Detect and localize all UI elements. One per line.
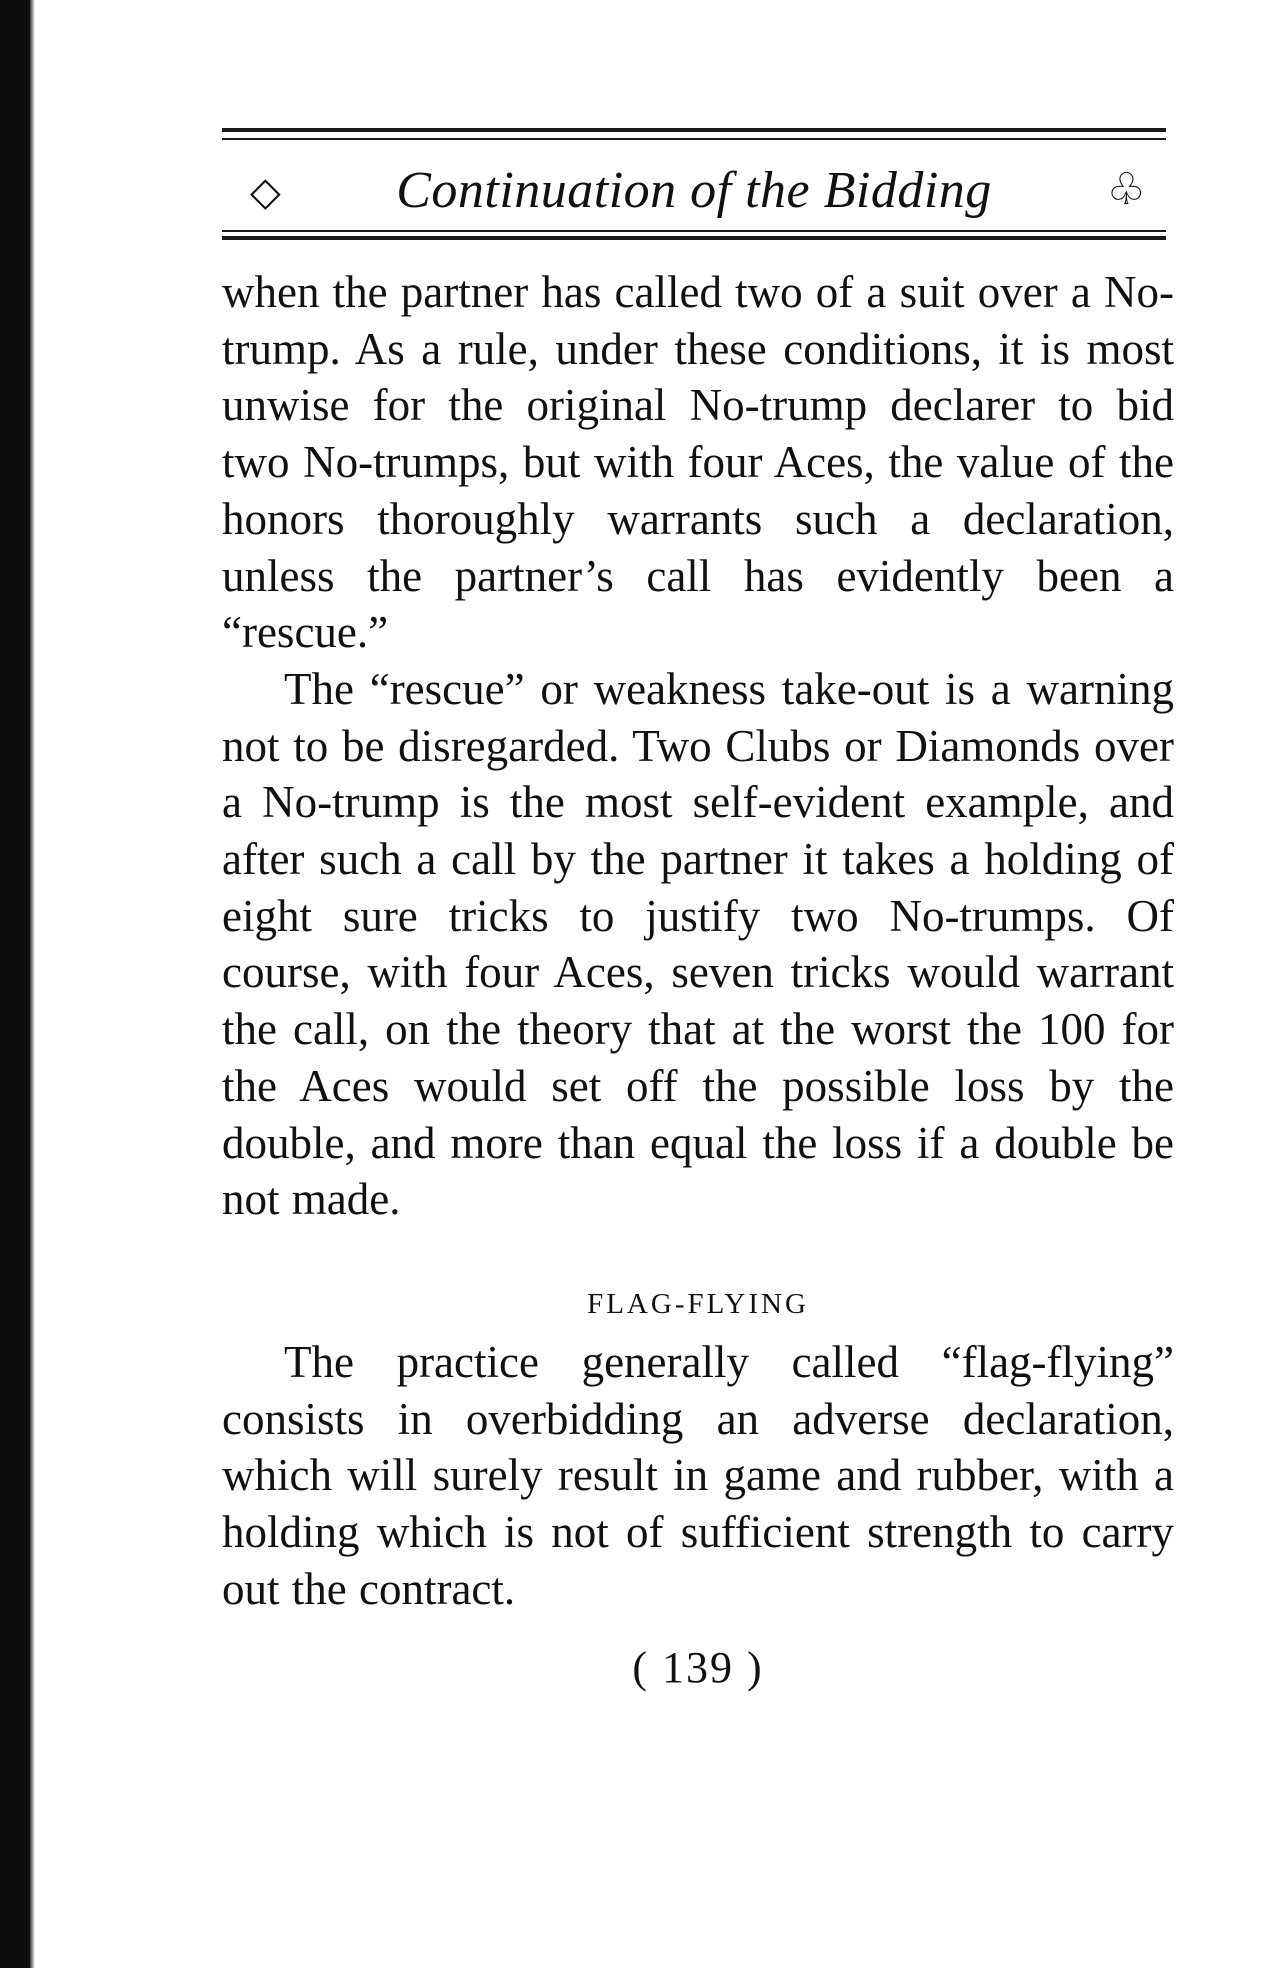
header-rule-bottom-thick [222, 236, 1166, 240]
spine-edge [30, 0, 35, 1968]
paragraph-rescue: The “rescue” or weakness take-out is a warning not to be disregarded. Two Clubs or Diamonds over a No-trump is the most self-evident example, and after such a call by the partner it takes a holding of eight sure tricks to justify two No-trumps. Of course, with four Aces, seven tricks would warrant the call, on the theory that at the worst the 100 for the Aces would set off the possible loss by the double, and more than equal the loss if a double be not made. [222, 663, 1174, 1225]
book-spine-shadow [0, 0, 30, 1968]
paragraph-flag-flying: The practice generally called “flag-flying” consists in overbidding an adverse declaration, which will surely result in game and rubber, with a holding which is not of sufficient strength to carry out the contract. [222, 1337, 1174, 1614]
diamond-suit-icon: ◇ [250, 169, 281, 214]
body-text-bottom [222, 1334, 1174, 1618]
header-rule-top-thin [222, 138, 1166, 140]
paragraph-continuation: when the partner has called two of a suit over a No-trump. As a rule, under these conditions, it is most unwise for the original No-trump declarer to bid two No-trumps, but with four Aces, the value of the honors thoroughly warrants such a declaration, unless the partner’s call has evidently been a “rescue.” [222, 267, 1174, 658]
page-number: ( 139 ) [632, 1643, 764, 1692]
body-text-top [222, 264, 1174, 1228]
header-rule-bottom-thin [222, 230, 1166, 232]
club-suit-icon: ♧ [1106, 165, 1146, 214]
section-heading: FLAG-FLYING [587, 1288, 809, 1320]
running-title: Continuation of the Bidding [396, 162, 992, 219]
running-header [222, 158, 1166, 226]
header-rule-top-thick [222, 128, 1166, 132]
